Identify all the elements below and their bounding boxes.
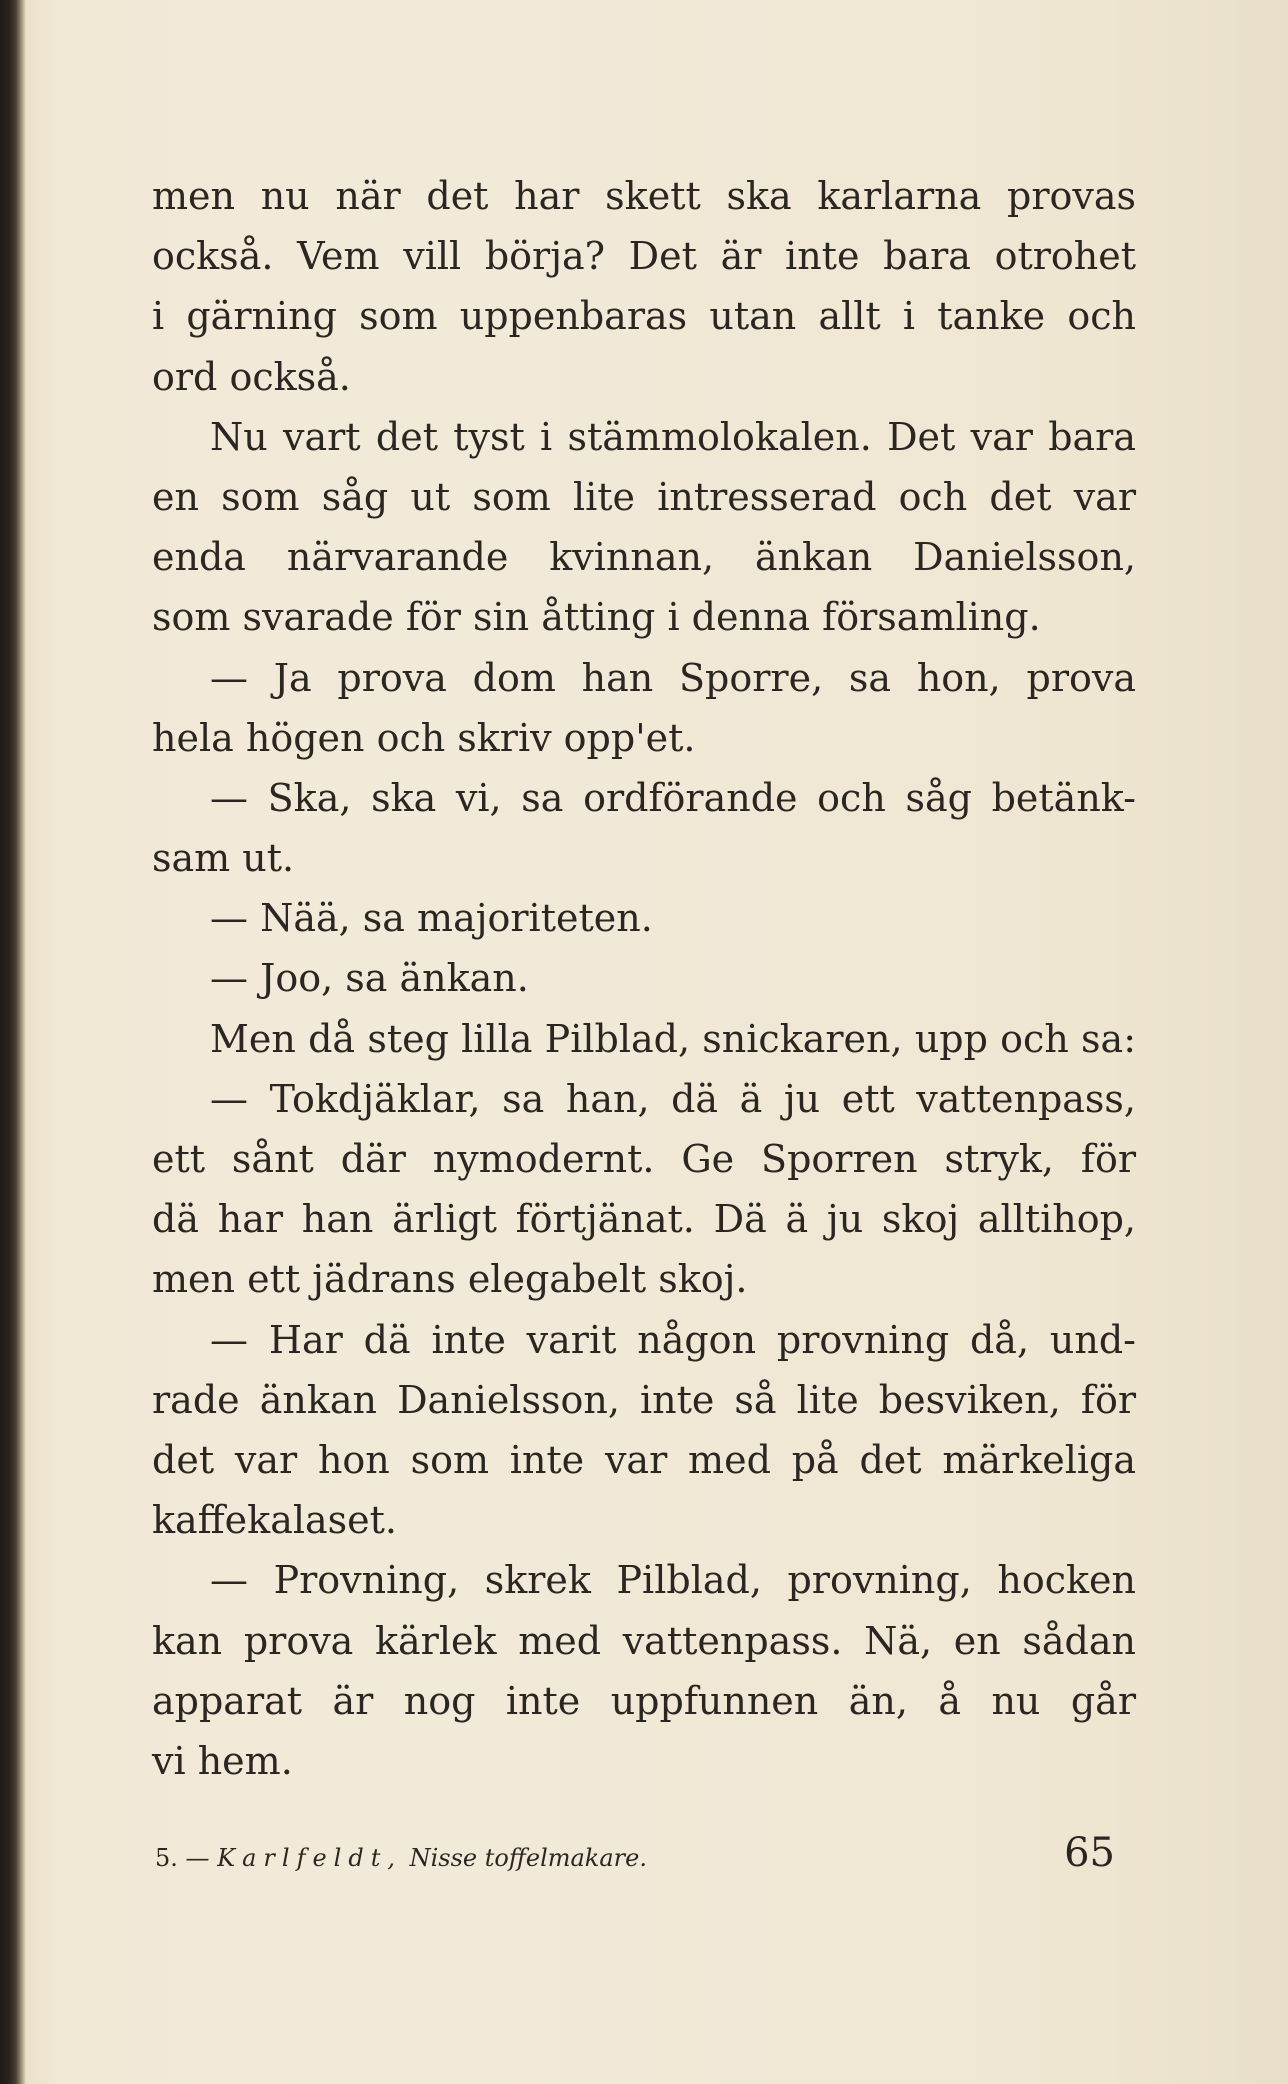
text-line: — Ska, ska vi, sa ordförande och såg betänk- <box>210 775 1136 820</box>
signature-title: Nisse toffelmakare. <box>409 1844 647 1872</box>
text-line: men nu när det har skett ska karlarna provas <box>152 174 1136 218</box>
text-line: Nu vart det tyst i stämmolokalen. Det var bara <box>210 414 1136 459</box>
page-number: 65 <box>1064 1830 1115 1876</box>
text-line: Men då steg lilla Pilblad, snickaren, upp och sa: <box>210 1016 1136 1061</box>
text-line: rade änkan Danielsson, inte så lite besviken, för <box>152 1377 1136 1422</box>
text-line: — Joo, sa änkan. <box>210 956 529 1001</box>
body-text <box>152 166 1136 1791</box>
text-line: kan prova kärlek med vattenpass. Nä, en sådan <box>152 1618 1136 1663</box>
text-line: vi hem. <box>152 1738 293 1783</box>
text-line: — Provning, skrek Pilblad, provning, hocken <box>210 1558 1136 1603</box>
signature-number: 5. <box>155 1844 178 1872</box>
text-line: kaffekalaset. <box>152 1498 397 1543</box>
page-binding-edge <box>0 0 26 2084</box>
text-line: apparat är nog inte uppfunnen än, å nu går <box>152 1678 1136 1723</box>
text-line: ord också. <box>152 354 351 399</box>
text-line: som svarade för sin åtting i denna församling. <box>152 595 1041 640</box>
text-line: det var hon som inte var med på det märkeliga <box>152 1437 1136 1482</box>
text-line: — Har dä inte varit någon provning då, und- <box>210 1317 1136 1362</box>
text-line: i gärning som uppenbaras utan allt i tanke och <box>152 294 1136 339</box>
page-footer <box>155 1830 1115 1890</box>
text-line: men ett jädrans elegabelt skoj. <box>152 1257 748 1302</box>
text-line: ett sånt där nymodernt. Ge Sporren stryk, för <box>152 1137 1136 1181</box>
text-line: enda närvarande kvinnan, änkan Danielsson, <box>152 535 1136 580</box>
signature-mark <box>155 1844 647 1872</box>
text-line: dä har han ärligt förtjänat. Dä ä ju skoj alltihop, <box>152 1197 1136 1242</box>
text-line: — Ja prova dom han Sporre, sa hon, prova <box>210 655 1136 700</box>
text-line: hela högen och skriv opp'et. <box>152 715 696 760</box>
text-line: en som såg ut som lite intresserad och det var <box>152 474 1136 519</box>
text-line: — Tokdjäklar, sa han, dä ä ju ett vattenpass, <box>210 1076 1136 1121</box>
signature-dash: — <box>185 1844 210 1872</box>
text-line: också. Vem vill börja? Det är inte bara otrohet <box>152 234 1136 279</box>
text-line: sam ut. <box>152 836 295 881</box>
text-line: — Nää, sa majoriteten. <box>210 896 653 941</box>
signature-author: Karlfeldt, <box>217 1844 402 1872</box>
